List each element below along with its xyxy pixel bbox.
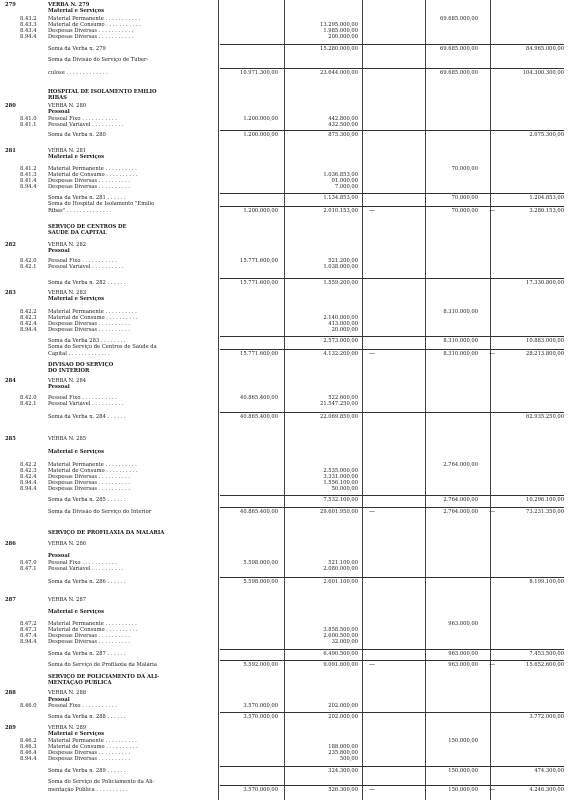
amount-v2: 20.000,00 [331, 327, 358, 333]
item-code: 8.94.4 [20, 486, 37, 492]
item-code: 8.42.3 [20, 468, 37, 474]
line-description: Despesas Diversas . . . . . . . . . . [48, 750, 131, 756]
line-description: Material Permanente . . . . . . . . . . [48, 462, 137, 468]
total-rule [220, 336, 564, 337]
amount-v2: 1.985.000,00 [323, 28, 358, 34]
item-code: 8.42.0 [20, 395, 37, 401]
line-description: Soma da Verba n. 289 . . . . . . [48, 768, 126, 774]
amount-v2: 1.036.853,00 [323, 172, 358, 178]
amount-v2: 2.600.500,00 [323, 633, 358, 639]
line-description: culose . . . . . . . . . . . . . [48, 70, 108, 76]
line-description: Soma do Serviço de Profilaxia da Malária [48, 662, 157, 668]
line-description: Pessoal Variável . . . . . . . . . . [48, 264, 124, 270]
line-description: VERBA N. 288 [48, 690, 87, 696]
amount-v2: 15.280.000,00 [320, 46, 358, 52]
amount-v2: 522.600,00 [328, 395, 358, 401]
amount-v1: 3.570.000,00 [243, 714, 278, 720]
line-description: Soma da Verba n. 279 [48, 46, 106, 52]
amount-v1: 40.865.400,00 [240, 509, 278, 515]
item-code: 8.41.0 [20, 116, 37, 122]
amount-v3: 150.000,00 [448, 768, 478, 774]
amount-v4: 7.453.500,00 [529, 651, 564, 657]
amount-v4: 28.213.800,00 [526, 351, 564, 357]
section-heading: DIVISÃO DO SERVIÇO [48, 362, 114, 368]
line-description: Soma da Verba n. 286 . . . . . . [48, 579, 126, 585]
amount-v1: 3.570.000,00 [243, 787, 278, 793]
amount-v3: 70.000,00 [451, 208, 478, 214]
amount-v2: 1.134.853,00 [323, 195, 358, 201]
amount-v1: 1.200.000,00 [243, 208, 278, 214]
amount-v2: 22.069.850,00 [320, 414, 358, 420]
total-rule [220, 278, 564, 279]
line-description: VERBA N. 283 [48, 290, 87, 296]
column-divider [218, 0, 219, 800]
amount-v2: 202.000,00 [328, 714, 358, 720]
amount-v1: 15.771.600,00 [240, 280, 278, 286]
total-rule [220, 649, 564, 650]
section-heading: Material e Serviços [48, 154, 105, 160]
amount-v3: 8.310.000,00 [443, 309, 478, 315]
column-divider [425, 0, 426, 800]
line-description: Material Permanente . . . . . . . . . . [48, 166, 137, 172]
amount-v2: 2.010.153,00 [323, 208, 358, 214]
amount-v4: 3.280.153,00 [529, 208, 564, 214]
amount-v4: 474.300,00 [534, 768, 564, 774]
total-rule [220, 712, 564, 713]
amount-v4: 2.075.300,00 [529, 132, 564, 138]
amount-v2: 1.559.200,00 [323, 280, 358, 286]
item-code: 8.94.4 [20, 480, 37, 486]
item-code: 8.41.2 [20, 166, 37, 172]
verba-number: 287 [5, 597, 16, 603]
total-rule [220, 507, 564, 508]
line-description: Despesas Diversas . . . . . . . . . . [48, 480, 131, 486]
amount-v4: 8.199.100,00 [529, 579, 564, 585]
item-code: 8.41.4 [20, 178, 37, 184]
section-heading: MENTAÇÃO PÚBLICA [48, 680, 112, 686]
amount-v2: 526.300,00 [328, 787, 358, 793]
line-description: Pessoal Variável . . . . . . . . . . [48, 401, 124, 407]
item-code: 8.41.3 [20, 172, 37, 178]
line-description: Despesas Diversas . . . . . . . . . . . [48, 28, 134, 34]
line-description: Soma da Verba n. 285 . . . . . . [48, 497, 126, 503]
item-code: 8.94.4 [20, 756, 37, 762]
line-description: Ribas" . . . . . . . . . . . . . . [48, 208, 112, 214]
amount-v3: 69.685.000,00 [440, 70, 478, 76]
item-code: 8.42.4 [20, 321, 37, 327]
amount-v2: 23.644.000,00 [320, 70, 358, 76]
amount-v2: 9.091.600,00 [323, 662, 358, 668]
line-description: Soma da Verba n. 280 [48, 132, 106, 138]
amount-v1: 1.200.000,00 [243, 132, 278, 138]
amount-v2: 432.500,00 [328, 122, 358, 128]
section-heading: Material e Serviços [48, 731, 105, 737]
item-code: 8.43.3 [20, 22, 37, 28]
verba-number: 286 [5, 541, 16, 547]
amount-v2: 2.140.000,00 [323, 315, 358, 321]
item-code: 8.42.2 [20, 309, 37, 315]
total-rule [220, 766, 564, 767]
amount-v1: 5.592.000,00 [243, 662, 278, 668]
amount-v3: 963.000,00 [448, 621, 478, 627]
line-description: VERBA N. 280 [48, 103, 87, 109]
verba-number: 281 [5, 148, 16, 154]
line-description: Material Permanente . . . . . . . . . . [48, 309, 137, 315]
amount-v3: 69.685.000,00 [440, 16, 478, 22]
amount-v4: 10.883.000,00 [526, 338, 564, 344]
amount-v2: 3.331.000,00 [323, 474, 358, 480]
item-code: 8.94.4 [20, 34, 37, 40]
amount-v1: 5.598.000,00 [243, 579, 278, 585]
line-description: Pessoal Fixo . . . . . . . . . . . [48, 703, 117, 709]
line-description: Despesas Diversas . . . . . . . . . . [48, 639, 131, 645]
line-description: Soma da Verba n. 282 . . . . . . [48, 280, 126, 286]
amount-v4: 104.300.300,00 [522, 70, 564, 76]
item-code: 8.46.2 [20, 738, 37, 744]
total-rule [220, 193, 564, 194]
line-description: Despesas Diversas . . . . . . . . . . [48, 474, 131, 480]
line-description: Material de Consumo . . . . . . . . . . [48, 468, 138, 474]
line-description: Despesas Diversas . . . . . . . . . . [48, 486, 131, 492]
section-heading: RIBAS [48, 95, 67, 101]
section-heading: DO INTERIOR [48, 368, 90, 374]
empty-dash: — [369, 661, 375, 668]
line-description: Soma da Divisão do Serviço de Tuber- [48, 57, 149, 63]
verba-number: 282 [5, 242, 16, 248]
amount-v2: 29.601.950,00 [320, 509, 358, 515]
line-description: Pessoal Fixo . . . . . . . . . . . [48, 560, 117, 566]
line-description: Despesas Diversas . . . . . . . . . . [48, 178, 131, 184]
amount-v3: 70.000,00 [451, 195, 478, 201]
amount-v1: 3.570.000,00 [243, 703, 278, 709]
amount-v2: 7.000,00 [334, 184, 358, 190]
verba-number: 280 [5, 103, 16, 109]
amount-v2: 500,00 [339, 756, 358, 762]
empty-dash: — [489, 350, 495, 357]
line-description: VERBA N. 284 [48, 378, 87, 384]
amount-v2: 2.535.000,00 [323, 468, 358, 474]
amount-v3: 2.764.000,00 [443, 497, 478, 503]
empty-dash: — [369, 786, 375, 793]
item-code: 8.43.4 [20, 28, 37, 34]
line-description: Despesas Diversas . . . . . . . . . . . [48, 34, 134, 40]
total-rule [220, 785, 564, 786]
section-heading: Pessoal [48, 384, 70, 390]
amount-v3: 2.764.000,00 [443, 462, 478, 468]
line-description: VERBA N. 286 [48, 541, 87, 547]
line-description: mentação Pública . . . . . . . . . . [48, 787, 128, 793]
line-description: Soma do Serviço de Centros de Saúde da [48, 344, 157, 350]
item-code: 8.46.0 [20, 703, 37, 709]
item-code: 8.94.4 [20, 327, 37, 333]
amount-v2: 2.080.000,00 [323, 566, 358, 572]
amount-v2: 6.490.500,00 [323, 651, 358, 657]
line-description: Pessoal Variável . . . . . . . . . . [48, 122, 124, 128]
total-rule [220, 660, 564, 661]
amount-v2: 413.000,00 [328, 321, 358, 327]
section-heading: Material e Serviços [48, 8, 105, 14]
amount-v2: 875.300,00 [328, 132, 358, 138]
amount-v4: 73.231.350,00 [526, 509, 564, 515]
total-rule [220, 206, 564, 207]
amount-v3: 150.000,00 [448, 787, 478, 793]
empty-dash: — [369, 207, 375, 214]
section-heading: VERBA N. 279 [48, 2, 90, 8]
line-description: Despesas Diversas . . . . . . . . . . [48, 321, 131, 327]
amount-v2: 1.038.000,00 [323, 264, 358, 270]
amount-v3: 8.310.000,00 [443, 338, 478, 344]
item-code: 8.42.0 [20, 258, 37, 264]
amount-v3: 963.000,00 [448, 662, 478, 668]
item-code: 8.42.2 [20, 462, 37, 468]
item-code: 8.42.1 [20, 264, 37, 270]
amount-v4: 10.296.100,00 [526, 497, 564, 503]
amount-v1: 1.200.000,00 [243, 116, 278, 122]
line-description: Material de Consumo . . . . . . . . . . [48, 172, 138, 178]
amount-v2: 442.800,00 [328, 116, 358, 122]
verba-number: 285 [5, 436, 16, 442]
amount-v2: 3.858.500,00 [323, 627, 358, 633]
amount-v4: 62.935.250,00 [526, 414, 564, 420]
section-heading: Pessoal [48, 248, 70, 254]
item-code: 8.46.4 [20, 750, 37, 756]
verba-number: 279 [5, 2, 16, 8]
amount-v1: 5.598.000,00 [243, 560, 278, 566]
amount-v2: 235.800,00 [328, 750, 358, 756]
amount-v4: 1.204.853,00 [529, 195, 564, 201]
line-description: Soma da Verba n. 284 . . . . . . [48, 414, 126, 420]
line-description: Material Permanente . . . . . . . . . . . [48, 16, 141, 22]
empty-dash: — [489, 508, 495, 515]
verba-number: 283 [5, 290, 16, 296]
amount-v1: 15.771.600,00 [240, 351, 278, 357]
amount-v2: 1.556.100,00 [323, 480, 358, 486]
amount-v1: 40.865.400,00 [240, 414, 278, 420]
line-description: Soma do Serviço de Policiamento da Ali- [48, 779, 155, 785]
line-description: Pessoal Fixo . . . . . . . . . . . [48, 258, 117, 264]
total-rule [220, 495, 564, 496]
line-description: VERBA N. 289 [48, 725, 87, 731]
section-heading: SERVIÇO DE PROFILAXIA DA MALÁRIA [48, 530, 165, 536]
amount-v2: 7.532.100,00 [323, 497, 358, 503]
line-description: Soma da Verba n. 281 . . . . . . [48, 195, 126, 201]
section-heading: SERVIÇO DE POLICIAMENTO DA ALI- [48, 674, 160, 680]
amount-v4: 3.772.000,00 [529, 714, 564, 720]
amount-v3: 8.310.000,00 [443, 351, 478, 357]
amount-v1: 10.971.300,00 [240, 70, 278, 76]
amount-v2: 202.000,00 [328, 703, 358, 709]
section-heading: Pessoal [48, 109, 70, 115]
item-code: 8.42.1 [20, 401, 37, 407]
line-description: Capital . . . . . . . . . . . . . [48, 351, 110, 357]
section-heading: SAÚDE DA CAPITAL [48, 230, 107, 236]
section-heading: Material e Serviços [48, 609, 105, 615]
line-description: Despesas Diversas . . . . . . . . . . [48, 184, 131, 190]
item-code: 8.94.4 [20, 639, 37, 645]
line-description: Material Permanente . . . . . . . . . . [48, 738, 137, 744]
line-description: Material de Consumo . . . . . . . . . . [48, 744, 138, 750]
amount-v4: 4.246.300,00 [529, 787, 564, 793]
item-code: 8.47.3 [20, 627, 37, 633]
amount-v3: 2.764.000,00 [443, 509, 478, 515]
amount-v2: 21.547.250,00 [320, 401, 358, 407]
amount-v2: 91.000,00 [331, 178, 358, 184]
amount-v4: 15.652.600,00 [526, 662, 564, 668]
line-description: Soma do Hospital de Isolamento "Emílio [48, 201, 155, 207]
amount-v3: 150.000,00 [448, 738, 478, 744]
total-rule [220, 577, 564, 578]
line-description: Despesas Diversas . . . . . . . . . . [48, 756, 131, 762]
line-description: Material de Consumo . . . . . . . . . . [48, 315, 138, 321]
line-description: Material de Consumo . . . . . . . . . . . [48, 22, 141, 28]
total-rule [220, 130, 564, 131]
column-divider [362, 0, 363, 800]
section-heading: Pessoal [48, 553, 70, 559]
section-heading: Pessoal [48, 697, 70, 703]
item-code: 8.41.1 [20, 122, 37, 128]
column-divider [284, 0, 285, 800]
verba-number: 288 [5, 690, 16, 696]
section-heading: Material e Serviços [48, 449, 105, 455]
line-description: Material de Consumo . . . . . . . . . . [48, 627, 138, 633]
empty-dash: — [489, 661, 495, 668]
amount-v4: 17.330.800,00 [526, 280, 564, 286]
item-code: 8.42.4 [20, 474, 37, 480]
empty-dash: — [369, 508, 375, 515]
line-description: VERBA N. 287 [48, 597, 87, 603]
empty-dash: — [489, 207, 495, 214]
line-description: Pessoal Fixo . . . . . . . . . . . [48, 395, 117, 401]
amount-v2: 50.000,00 [331, 486, 358, 492]
amount-v1: 15.771.600,00 [240, 258, 278, 264]
section-heading: HOSPITAL DE ISOLAMENTO EMILIO [48, 89, 157, 95]
item-code: 8.46.3 [20, 744, 37, 750]
line-description: VERBA N. 282 [48, 242, 87, 248]
empty-dash: — [489, 786, 495, 793]
amount-v4: 84.965.000,00 [526, 46, 564, 52]
line-description: Material Permanente . . . . . . . . . . [48, 621, 137, 627]
item-code: 8.47.1 [20, 566, 37, 572]
verba-number: 289 [5, 725, 16, 731]
amount-v2: 324.300,00 [328, 768, 358, 774]
empty-dash: — [369, 350, 375, 357]
line-description: Soma da Verba n. 287 . . . . . . [48, 651, 126, 657]
amount-v2: 521.100,00 [328, 560, 358, 566]
amount-v1: 40.865.400,00 [240, 395, 278, 401]
column-divider [490, 0, 491, 800]
amount-v2: 13.295.000,00 [320, 22, 358, 28]
section-heading: SERVIÇO DE CENTROS DE [48, 224, 127, 230]
amount-v2: 2.601.100,00 [323, 579, 358, 585]
line-description: Pessoal Variável . . . . . . . . . . [48, 566, 124, 572]
item-code: 8.94.4 [20, 184, 37, 190]
line-description: Despesas Diversas . . . . . . . . . . [48, 633, 131, 639]
item-code: 8.43.2 [20, 16, 37, 22]
amount-v2: 4.132.200,00 [323, 351, 358, 357]
section-heading: Material e Serviços [48, 296, 105, 302]
total-rule [220, 44, 564, 45]
item-code: 8.47.2 [20, 621, 37, 627]
total-rule [220, 412, 564, 413]
total-rule [220, 68, 564, 69]
line-description: Soma da Divisão do Serviço do Interior [48, 509, 152, 515]
amount-v2: 2.573.000,00 [323, 338, 358, 344]
amount-v2: 188.000,00 [328, 744, 358, 750]
line-description: VERBA N. 285 [48, 436, 87, 442]
amount-v3: 69.685.000,00 [440, 46, 478, 52]
amount-v2: 32.000,00 [331, 639, 358, 645]
line-description: Pessoal Fixo . . . . . . . . . . . [48, 116, 117, 122]
line-description: Soma da Verba n. 288 . . . . . . [48, 714, 126, 720]
amount-v2: 200.000,00 [328, 34, 358, 40]
item-code: 8.47.0 [20, 560, 37, 566]
amount-v3: 963.000,00 [448, 651, 478, 657]
item-code: 8.47.4 [20, 633, 37, 639]
total-rule [220, 349, 564, 350]
line-description: Despesas Diversas . . . . . . . . . . [48, 327, 131, 333]
verba-number: 284 [5, 378, 16, 384]
item-code: 8.42.3 [20, 315, 37, 321]
line-description: VERBA N. 281 [48, 148, 87, 154]
amount-v3: 70.000,00 [451, 166, 478, 172]
line-description: Soma da Verba 283 . . . . . . . . [48, 338, 126, 344]
amount-v2: 521.200,00 [328, 258, 358, 264]
